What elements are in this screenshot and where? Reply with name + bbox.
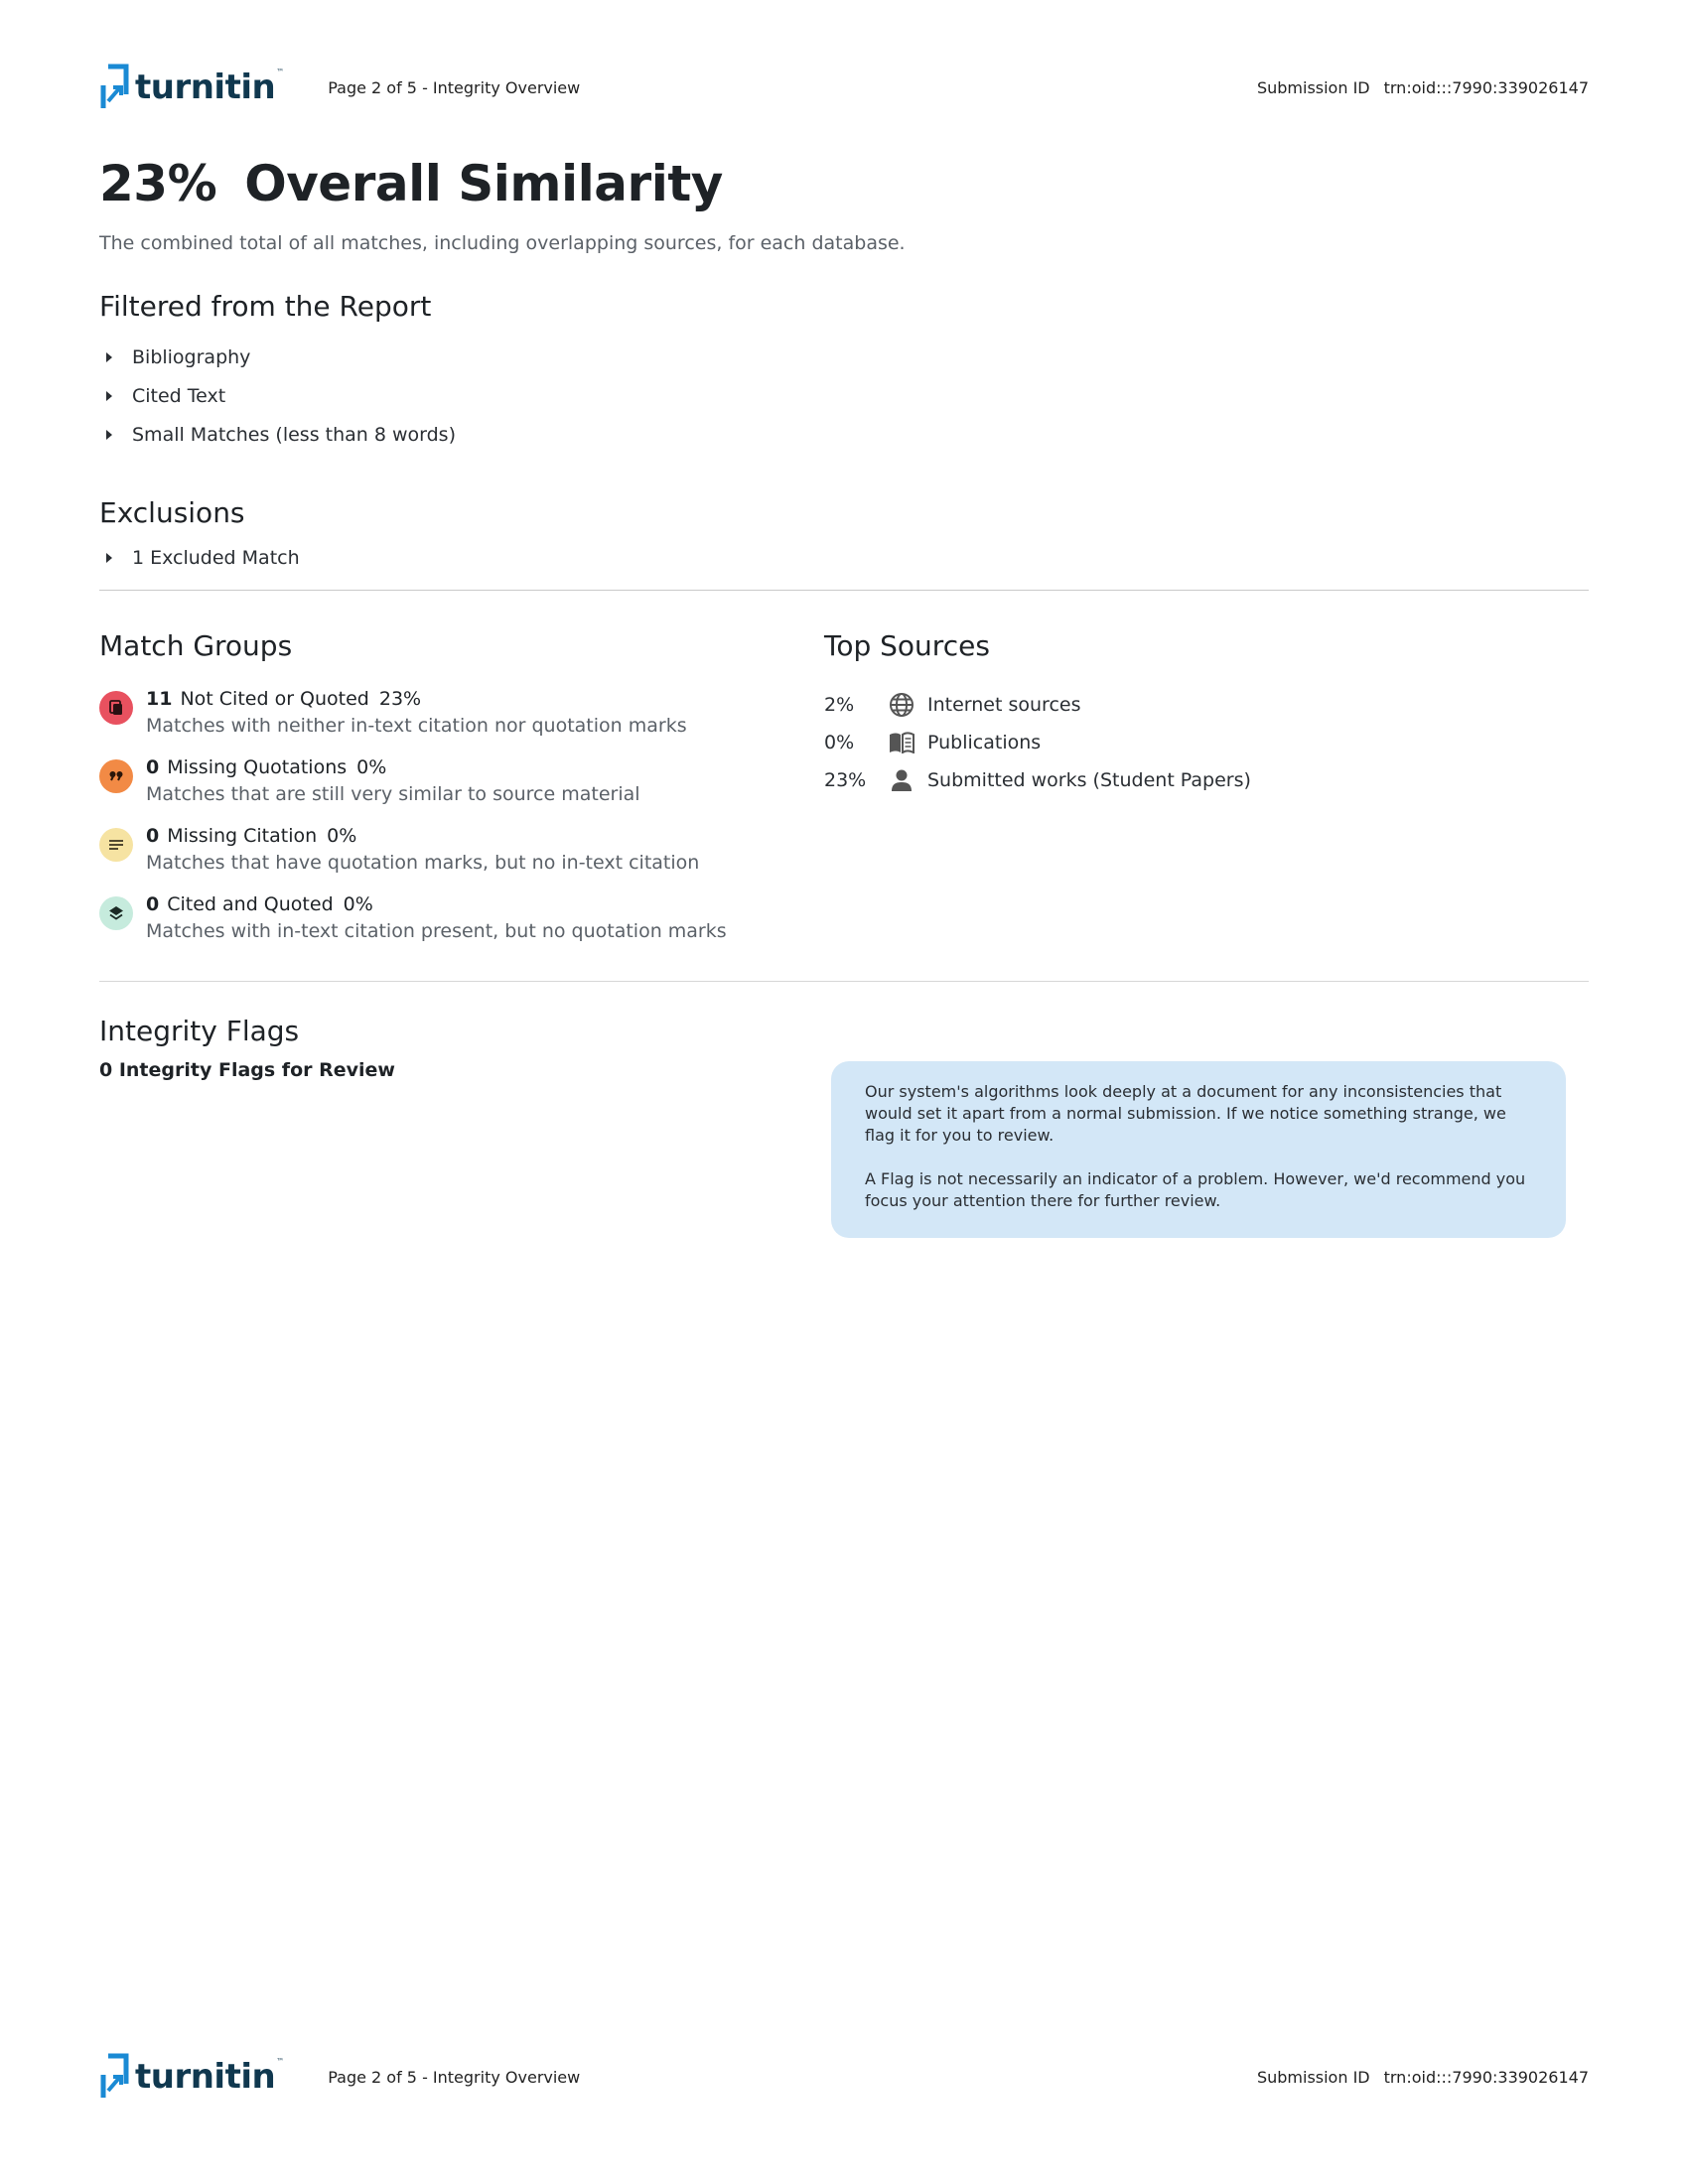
trademark: ™ — [276, 2057, 285, 2066]
layers-icon — [99, 896, 133, 930]
caret-right-icon — [106, 391, 112, 401]
integrity-info-paragraph: A Flag is not necessarily an indicator of a problem. However, we'd recommend you focus your attention there for further review. — [865, 1169, 1526, 1210]
integrity-flags-count: 0 Integrity Flags for Review — [99, 1059, 395, 1081]
match-group-item[interactable] — [99, 686, 794, 754]
turnitin-logo — [99, 2049, 284, 2105]
filtered-section — [99, 290, 1589, 463]
overall-percent: 23% — [99, 155, 217, 212]
match-group-item[interactable] — [99, 823, 794, 891]
exclusions-section — [99, 496, 1589, 586]
filtered-item[interactable] — [99, 385, 1589, 424]
exclusion-item-label: 1 Excluded Match — [132, 547, 300, 569]
match-group-description: Matches with in-text citation present, but no quotation marks — [146, 920, 727, 942]
submission-id-label: Submission ID — [1256, 2067, 1370, 2087]
caret-right-icon — [106, 352, 112, 362]
submission-id-value: trn:oid:::7990:339026147 — [1383, 2067, 1589, 2087]
match-groups-list — [99, 686, 794, 960]
integrity-info-paragraph: Our system's algorithms look deeply at a document for any inconsistencies that would set it apart from a normal submission. If we notice something strange, we flag it for you to review. — [865, 1082, 1506, 1145]
match-group-description: Matches that have quotation marks, but no in-text citation — [146, 852, 700, 874]
integrity-info-box — [831, 1061, 1566, 1238]
integrity-flags-section — [99, 1015, 794, 1081]
match-group-count: 0 — [146, 825, 160, 847]
overall-description: The combined total of all matches, including overlapping sources, for each database. — [99, 232, 906, 254]
copy-icon — [99, 691, 133, 725]
source-item[interactable] — [824, 686, 1579, 724]
filtered-item[interactable] — [99, 346, 1589, 385]
logo-wordmark: turnitin — [135, 68, 276, 107]
person-icon — [888, 766, 915, 794]
footer-submission — [1257, 2068, 1589, 2087]
source-percent: 2% — [824, 694, 855, 716]
overall-similarity-heading — [99, 149, 1589, 218]
filtered-item-label: Bibliography — [132, 346, 251, 368]
match-group-percent: 0% — [356, 756, 387, 778]
match-group-count: 11 — [146, 688, 173, 710]
filtered-item-label: Small Matches (less than 8 words) — [132, 424, 456, 446]
match-group-count: 0 — [146, 756, 160, 778]
submission-id-value: trn:oid:::7990:339026147 — [1383, 77, 1589, 97]
exclusions-title: Exclusions — [99, 496, 245, 529]
filtered-list — [99, 346, 1589, 463]
integrity-flags-title: Integrity Flags — [99, 1015, 300, 1047]
book-icon — [888, 729, 915, 756]
footer-page-info: Page 2 of 5 - Integrity Overview — [328, 2067, 581, 2087]
match-group-percent: 0% — [343, 893, 373, 915]
source-label: Publications — [927, 732, 1042, 753]
source-item[interactable] — [824, 761, 1579, 799]
match-group-label: Missing Citation — [167, 825, 318, 847]
filtered-item[interactable] — [99, 424, 1589, 463]
overall-title: Overall Similarity — [244, 155, 723, 212]
caret-right-icon — [106, 553, 112, 563]
match-group-item[interactable] — [99, 891, 794, 960]
exclusions-list — [99, 547, 1589, 586]
match-group-label: Not Cited or Quoted — [180, 688, 369, 710]
lines-icon — [99, 828, 133, 862]
match-group-percent: 0% — [327, 825, 357, 847]
match-groups-title: Match Groups — [99, 629, 293, 662]
section-divider — [99, 981, 1589, 982]
overview-section — [99, 149, 1589, 586]
match-groups-section — [99, 629, 794, 960]
page-header — [99, 60, 1589, 115]
globe-icon — [888, 691, 915, 719]
match-group-percent: 23% — [378, 688, 422, 710]
turnitin-logo — [99, 60, 284, 115]
exclusion-item[interactable] — [99, 547, 1589, 586]
filtered-item-label: Cited Text — [132, 385, 226, 407]
match-group-description: Matches with neither in-text citation nor quotation marks — [146, 715, 687, 737]
header-submission — [1257, 78, 1589, 97]
logo-wordmark: turnitin — [135, 2057, 276, 2097]
match-group-description: Matches that are still very similar to source material — [146, 783, 640, 805]
match-group-count: 0 — [146, 893, 160, 915]
source-label: Internet sources — [927, 694, 1081, 716]
header-page-info: Page 2 of 5 - Integrity Overview — [328, 77, 581, 97]
source-percent: 0% — [824, 732, 855, 753]
filtered-title: Filtered from the Report — [99, 290, 432, 323]
trademark: ™ — [276, 68, 285, 76]
caret-right-icon — [106, 430, 112, 440]
match-group-item[interactable] — [99, 754, 794, 823]
source-item[interactable] — [824, 724, 1579, 761]
top-sources-title: Top Sources — [824, 629, 990, 662]
quote-icon — [99, 759, 133, 793]
top-sources-list — [824, 686, 1579, 799]
source-percent: 23% — [824, 769, 867, 791]
match-group-label: Missing Quotations — [167, 756, 348, 778]
source-label: Submitted works (Student Papers) — [927, 769, 1251, 791]
submission-id-label: Submission ID — [1256, 77, 1370, 97]
turnitin-logo-icon — [99, 64, 129, 111]
top-sources-section — [824, 629, 1579, 799]
section-divider — [99, 590, 1589, 591]
match-group-label: Cited and Quoted — [167, 893, 334, 915]
turnitin-logo-icon — [99, 2053, 129, 2101]
page-footer — [99, 2049, 1589, 2105]
